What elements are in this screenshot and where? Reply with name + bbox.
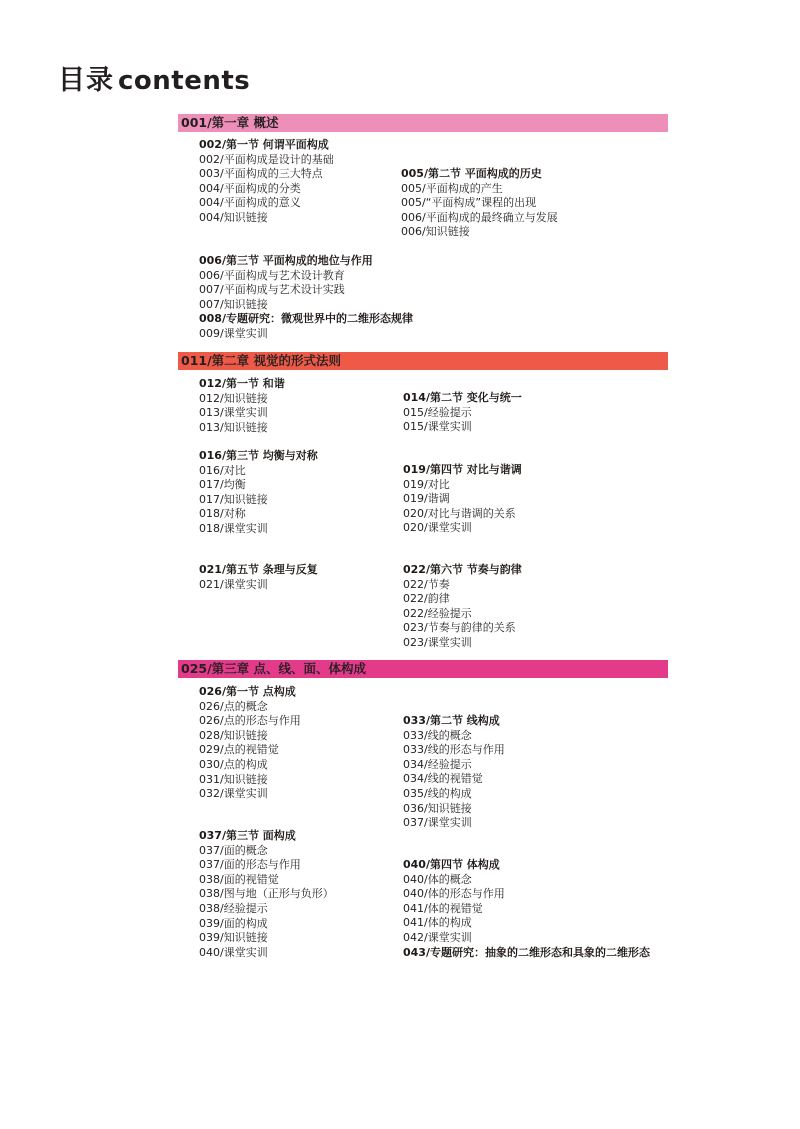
toc-item[interactable]: 013/知识链接 xyxy=(199,420,268,434)
toc-item[interactable]: 019/谐调 xyxy=(403,492,450,506)
toc-item[interactable]: 026/点的形态与作用 xyxy=(199,714,301,728)
section-heading[interactable]: 022/第六节 节奏与韵律 xyxy=(403,563,522,576)
ch1-sec3 xyxy=(199,254,413,342)
ch2-sec4 xyxy=(403,463,522,536)
ch1-sec1 xyxy=(199,138,334,226)
toc-item[interactable]: 034/线的视错觉 xyxy=(403,772,483,786)
toc-item[interactable]: 007/知识链接 xyxy=(199,297,268,311)
toc-item[interactable]: 013/课堂实训 xyxy=(199,406,268,420)
section-heading[interactable]: 006/第三节 平面构成的地位与作用 xyxy=(199,254,373,267)
section-heading[interactable]: 019/第四节 对比与谐调 xyxy=(403,463,522,476)
section-heading[interactable]: 016/第三节 均衡与对称 xyxy=(199,449,318,462)
toc-item[interactable]: 004/平面构成的意义 xyxy=(199,196,301,210)
ch2-sec6 xyxy=(403,563,522,651)
toc-item[interactable]: 022/节奏 xyxy=(403,577,450,591)
toc-item[interactable]: 015/课堂实训 xyxy=(403,420,472,434)
toc-item[interactable]: 029/点的视错觉 xyxy=(199,743,279,757)
ch2-sec1 xyxy=(199,377,285,435)
toc-item[interactable]: 003/平面构成的三大特点 xyxy=(199,167,323,181)
toc-item[interactable]: 028/知识链接 xyxy=(199,728,268,742)
toc-item[interactable]: 040/体的形态与作用 xyxy=(403,887,505,901)
toc-item[interactable]: 019/对比 xyxy=(403,477,450,491)
toc-item[interactable]: 039/知识链接 xyxy=(199,931,268,945)
section-heading[interactable]: 005/第二节 平面构成的历史 xyxy=(401,167,542,180)
toc-item[interactable]: 022/经验提示 xyxy=(403,606,472,620)
toc-item[interactable]: 040/课堂实训 xyxy=(199,945,268,959)
toc-item[interactable]: 034/经验提示 xyxy=(403,757,472,771)
toc-item[interactable]: 023/节奏与韵律的关系 xyxy=(403,621,516,635)
toc-item[interactable]: 037/面的概念 xyxy=(199,843,268,857)
toc-item[interactable]: 015/经验提示 xyxy=(403,405,472,419)
toc-item[interactable]: 033/线的概念 xyxy=(403,728,472,742)
toc-item[interactable]: 031/知识链接 xyxy=(199,772,268,786)
toc-item[interactable]: 041/体的视错觉 xyxy=(403,901,483,915)
toc-item[interactable]: 006/知识链接 xyxy=(401,225,470,239)
toc-item[interactable]: 026/点的概念 xyxy=(199,699,268,713)
toc-item[interactable]: 009/课堂实训 xyxy=(199,326,268,340)
toc-item[interactable]: 038/面的视错觉 xyxy=(199,872,279,886)
toc-item[interactable]: 004/平面构成的分类 xyxy=(199,181,301,195)
title-zh: 目录 xyxy=(58,65,114,96)
toc-item[interactable]: 020/课堂实训 xyxy=(403,521,472,535)
ch1-sec2 xyxy=(401,167,558,240)
toc-item[interactable]: 038/经验提示 xyxy=(199,901,268,915)
ch3-sec1 xyxy=(199,685,301,802)
toc-item[interactable]: 018/课堂实训 xyxy=(199,521,268,535)
section-heading[interactable]: 002/第一节 何谓平面构成 xyxy=(199,138,329,151)
toc-item[interactable]: 004/知识链接 xyxy=(199,210,268,224)
toc-item[interactable]: 032/课堂实训 xyxy=(199,787,268,801)
title-en: contents xyxy=(118,66,251,96)
toc-item[interactable]: 042/课堂实训 xyxy=(403,930,472,944)
section-heading[interactable]: 014/第二节 变化与统一 xyxy=(403,391,522,404)
toc-item[interactable]: 005/平面构成的产生 xyxy=(401,181,503,195)
toc-item[interactable]: 002/平面构成是设计的基础 xyxy=(199,152,334,166)
toc-item[interactable]: 017/知识链接 xyxy=(199,492,268,506)
ch2-sec3 xyxy=(199,449,318,537)
toc-item[interactable]: 021/课堂实训 xyxy=(199,577,268,591)
ch3-sec4 xyxy=(403,858,650,960)
toc-item[interactable]: 016/对比 xyxy=(199,463,246,477)
ch2-sec5 xyxy=(199,563,318,592)
toc-item[interactable]: 037/课堂实训 xyxy=(403,816,472,830)
section-heading[interactable]: 026/第一节 点构成 xyxy=(199,685,296,698)
chapter-3-heading[interactable]: 025/第三章 点、线、面、体构成 xyxy=(178,660,668,678)
ch3-sec3 xyxy=(199,829,334,960)
toc-item[interactable]: 017/均衡 xyxy=(199,478,246,492)
ch2-sec2 xyxy=(403,391,522,435)
section-heading[interactable]: 008/专题研究：微观世界中的二维形态规律 xyxy=(199,312,413,326)
toc-item[interactable]: 037/面的形态与作用 xyxy=(199,858,301,872)
toc-item[interactable]: 041/体的构成 xyxy=(403,916,472,930)
section-heading[interactable]: 033/第二节 线构成 xyxy=(403,714,500,727)
toc-item[interactable]: 020/对比与谐调的关系 xyxy=(403,506,516,520)
chapter-1-heading[interactable]: 001/第一章 概述 xyxy=(178,114,668,132)
section-heading[interactable]: 040/第四节 体构成 xyxy=(403,858,500,871)
ch3-sec2 xyxy=(403,714,505,831)
toc-item[interactable]: 033/线的形态与作用 xyxy=(403,743,505,757)
toc-item[interactable]: 007/平面构成与艺术设计实践 xyxy=(199,283,345,297)
section-heading[interactable]: 012/第一节 和谐 xyxy=(199,377,285,390)
toc-item[interactable]: 012/知识链接 xyxy=(199,391,268,405)
toc-item[interactable]: 036/知识链接 xyxy=(403,801,472,815)
toc-item[interactable]: 040/体的概念 xyxy=(403,872,472,886)
toc-item[interactable]: 018/对称 xyxy=(199,507,246,521)
chapter-2-heading[interactable]: 011/第二章 视觉的形式法则 xyxy=(178,352,668,370)
toc-item[interactable]: 005/“平面构成”课程的出现 xyxy=(401,196,537,210)
toc-item[interactable]: 023/课堂实训 xyxy=(403,635,472,649)
page-title xyxy=(58,58,250,98)
toc-item[interactable]: 022/韵律 xyxy=(403,592,450,606)
toc-item[interactable]: 006/平面构成的最终确立与发展 xyxy=(401,210,558,224)
toc-item[interactable]: 030/点的构成 xyxy=(199,757,268,771)
toc-item[interactable]: 039/面的构成 xyxy=(199,916,268,930)
toc-item[interactable]: 006/平面构成与艺术设计教育 xyxy=(199,268,345,282)
section-heading[interactable]: 043/专题研究：抽象的二维形态和具象的二维形态 xyxy=(403,945,650,959)
section-heading[interactable]: 021/第五节 条理与反复 xyxy=(199,563,318,576)
section-heading[interactable]: 037/第三节 面构成 xyxy=(199,829,296,842)
toc-item[interactable]: 035/线的构成 xyxy=(403,786,472,800)
toc-item[interactable]: 038/图与地（正形与负形） xyxy=(199,887,334,901)
